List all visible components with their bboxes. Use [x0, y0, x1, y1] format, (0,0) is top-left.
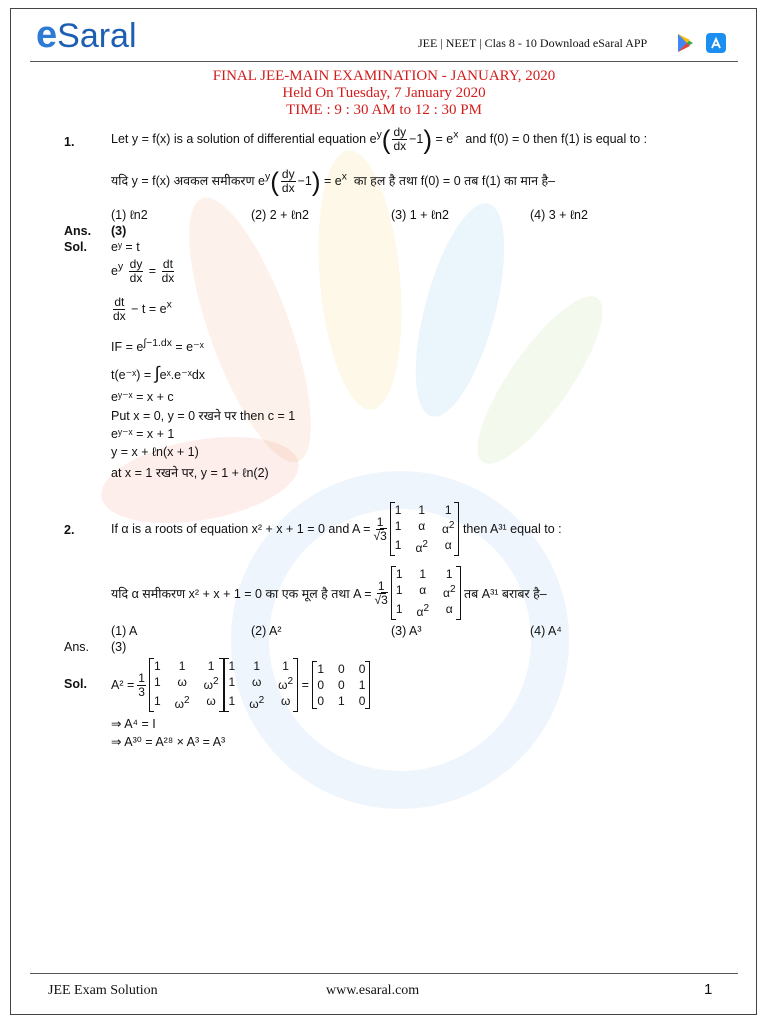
q1-sol-line-2: $e^y$ $\frac{dy}{dx}$ = $\frac{dt}{dx}$: [111, 257, 175, 285]
q1-sol-line-1: eʸ = t: [111, 240, 140, 254]
q1-option-3[interactable]: (3) 1 + ℓn2: [391, 208, 449, 222]
q1-option-2[interactable]: (2) 2 + ℓn2: [251, 208, 309, 222]
q2-number: 2.: [64, 523, 75, 537]
q2-ans-label: Ans.: [64, 640, 90, 654]
q1-hindi: यदि y = f(x) अवकल समीकरण $e^y$( $\frac{dy}{dx}$ $-1) = e^x$ का हल है तथा f(0) = 0 तब f(1) का मान है–: [111, 166, 556, 197]
q1-ans-label: Ans.: [64, 224, 92, 238]
q1-stem-end: and f(0) = 0 then f(1) is equal to :: [465, 131, 648, 146]
q1-sol-label: Sol.: [64, 240, 87, 254]
matrix-a: 1 1 1 1 α $\alpha^2$ 1 $\alpha^2$ α: [390, 502, 460, 556]
app-store-icon[interactable]: [706, 33, 726, 58]
page-number: 1: [704, 981, 713, 998]
q1-stem: Let y = f(x) is a solution of differential equation $e^y$( $\frac{dy}{dx}$ $-1) = e^x$ and f(0) = 0 then f(1) is equal to :: [111, 124, 648, 155]
logo-text: Saral: [57, 17, 137, 55]
q1-hindi-end: का हल है तथा f(0) = 0 तब f(1) का मान है–: [353, 173, 556, 188]
q2-sol-line-2: ⇒ A⁴ = I: [111, 717, 156, 731]
q1-sol-line-7: Put x = 0, y = 0 रखने पर then c = 1: [111, 409, 296, 423]
q1-sol-line-5: t(e⁻ˣ) = ∫eˣ.e⁻ˣdx: [111, 363, 206, 383]
exam-title: FINAL JEE-MAIN EXAMINATION - JANUARY, 2020: [212, 68, 556, 84]
footer-divider: [30, 973, 738, 974]
q2-sol-line-3: ⇒ A³⁰ = A²⁸ × A³ = A³: [111, 735, 226, 749]
q2-hindi: यदि α समीकरण x² + x + 1 = 0 का एक मूल है तथा A = $\frac{1}{√3}$ 1 1 1 1 α $\alpha^2$ 1 $\alpha^2$ α तब A³¹ बराबर है–: [111, 567, 547, 619]
q2-sol-label: Sol.: [64, 677, 87, 691]
q1-sol-line-8: eʸ⁻ˣ = x + 1: [111, 427, 175, 441]
q1-number: 1.: [64, 135, 75, 149]
q1-sol-line-3: $\frac{dt}{dx}$ − $t = e^x$: [113, 295, 172, 323]
q2-option-2[interactable]: (2) A²: [251, 624, 282, 638]
q1-stem-start: Let y = f(x) is a solution of differential equation e: [111, 131, 377, 146]
q1-sol-line-10: at x = 1 रखने पर, y = 1 + ℓn(2): [111, 466, 269, 480]
footer-left: JEE Exam Solution: [48, 983, 158, 998]
esaral-logo[interactable]: [36, 14, 137, 57]
play-store-icon[interactable]: [676, 33, 694, 58]
q1-ans-value: (3): [111, 224, 127, 238]
dy-dx-fraction: $\frac{dy}{dx}$: [393, 125, 407, 153]
q2-hindi-end: तब A³¹ बराबर है–: [464, 586, 547, 601]
q1-option-1[interactable]: (1) ℓn2: [111, 208, 148, 222]
q2-hindi-start: यदि α समीकरण x² + x + 1 = 0 का एक मूल है तथा A =: [111, 586, 372, 601]
q2-ans-value: (3): [111, 640, 127, 654]
q2-stem-end: then A³¹ equal to :: [462, 522, 562, 536]
q2-option-3[interactable]: (3) A³: [391, 624, 422, 638]
exam-date: Held On Tuesday, 7 January 2020: [282, 85, 486, 101]
q1-option-4[interactable]: (4) 3 + ℓn2: [530, 208, 588, 222]
q2-stem: If α is a roots of equation x² + x + 1 = 0 and A = $\frac{1}{√3}$ 1 1 1 1 α $\alpha^2$ 1 $\alpha^2$ α then A³¹ equal to :: [111, 503, 562, 555]
exam-time: TIME : 9 : 30 AM to 12 : 30 PM: [286, 102, 482, 118]
footer-website[interactable]: www.esaral.com: [326, 983, 420, 998]
header-tagline: JEE | NEET | Clas 8 - 10 Download eSaral APP: [418, 36, 648, 50]
q1-hindi-start: यदि y = f(x) अवकल समीकरण e: [111, 173, 266, 188]
q2-stem-start: If α is a roots of equation x² + x + 1 = 0 and A =: [111, 522, 371, 536]
logo-e: e: [36, 14, 58, 56]
q2-option-4[interactable]: (4) A⁴: [530, 624, 562, 638]
q1-sol-line-9: y = x + ℓn(x + 1): [111, 445, 199, 459]
header-divider: [30, 61, 738, 62]
q1-sol-line-4: IF = $e^{\int-1.dx}$ = e⁻ˣ: [111, 338, 204, 355]
q1-sol-line-6: eʸ⁻ˣ = x + c: [111, 390, 174, 404]
q2-option-1[interactable]: (1) A: [111, 624, 138, 638]
q2-sol-matrix-eq: A² = $\frac{1}{3}$ 1 1 1 1 ω $\omega^2$ 1 $\omega^2$ ω 1 1 1 1 ω $\omega^2$ 1 $\omega^2$ ω = 1 0 0 0 0 1 0 1 0: [111, 658, 370, 712]
